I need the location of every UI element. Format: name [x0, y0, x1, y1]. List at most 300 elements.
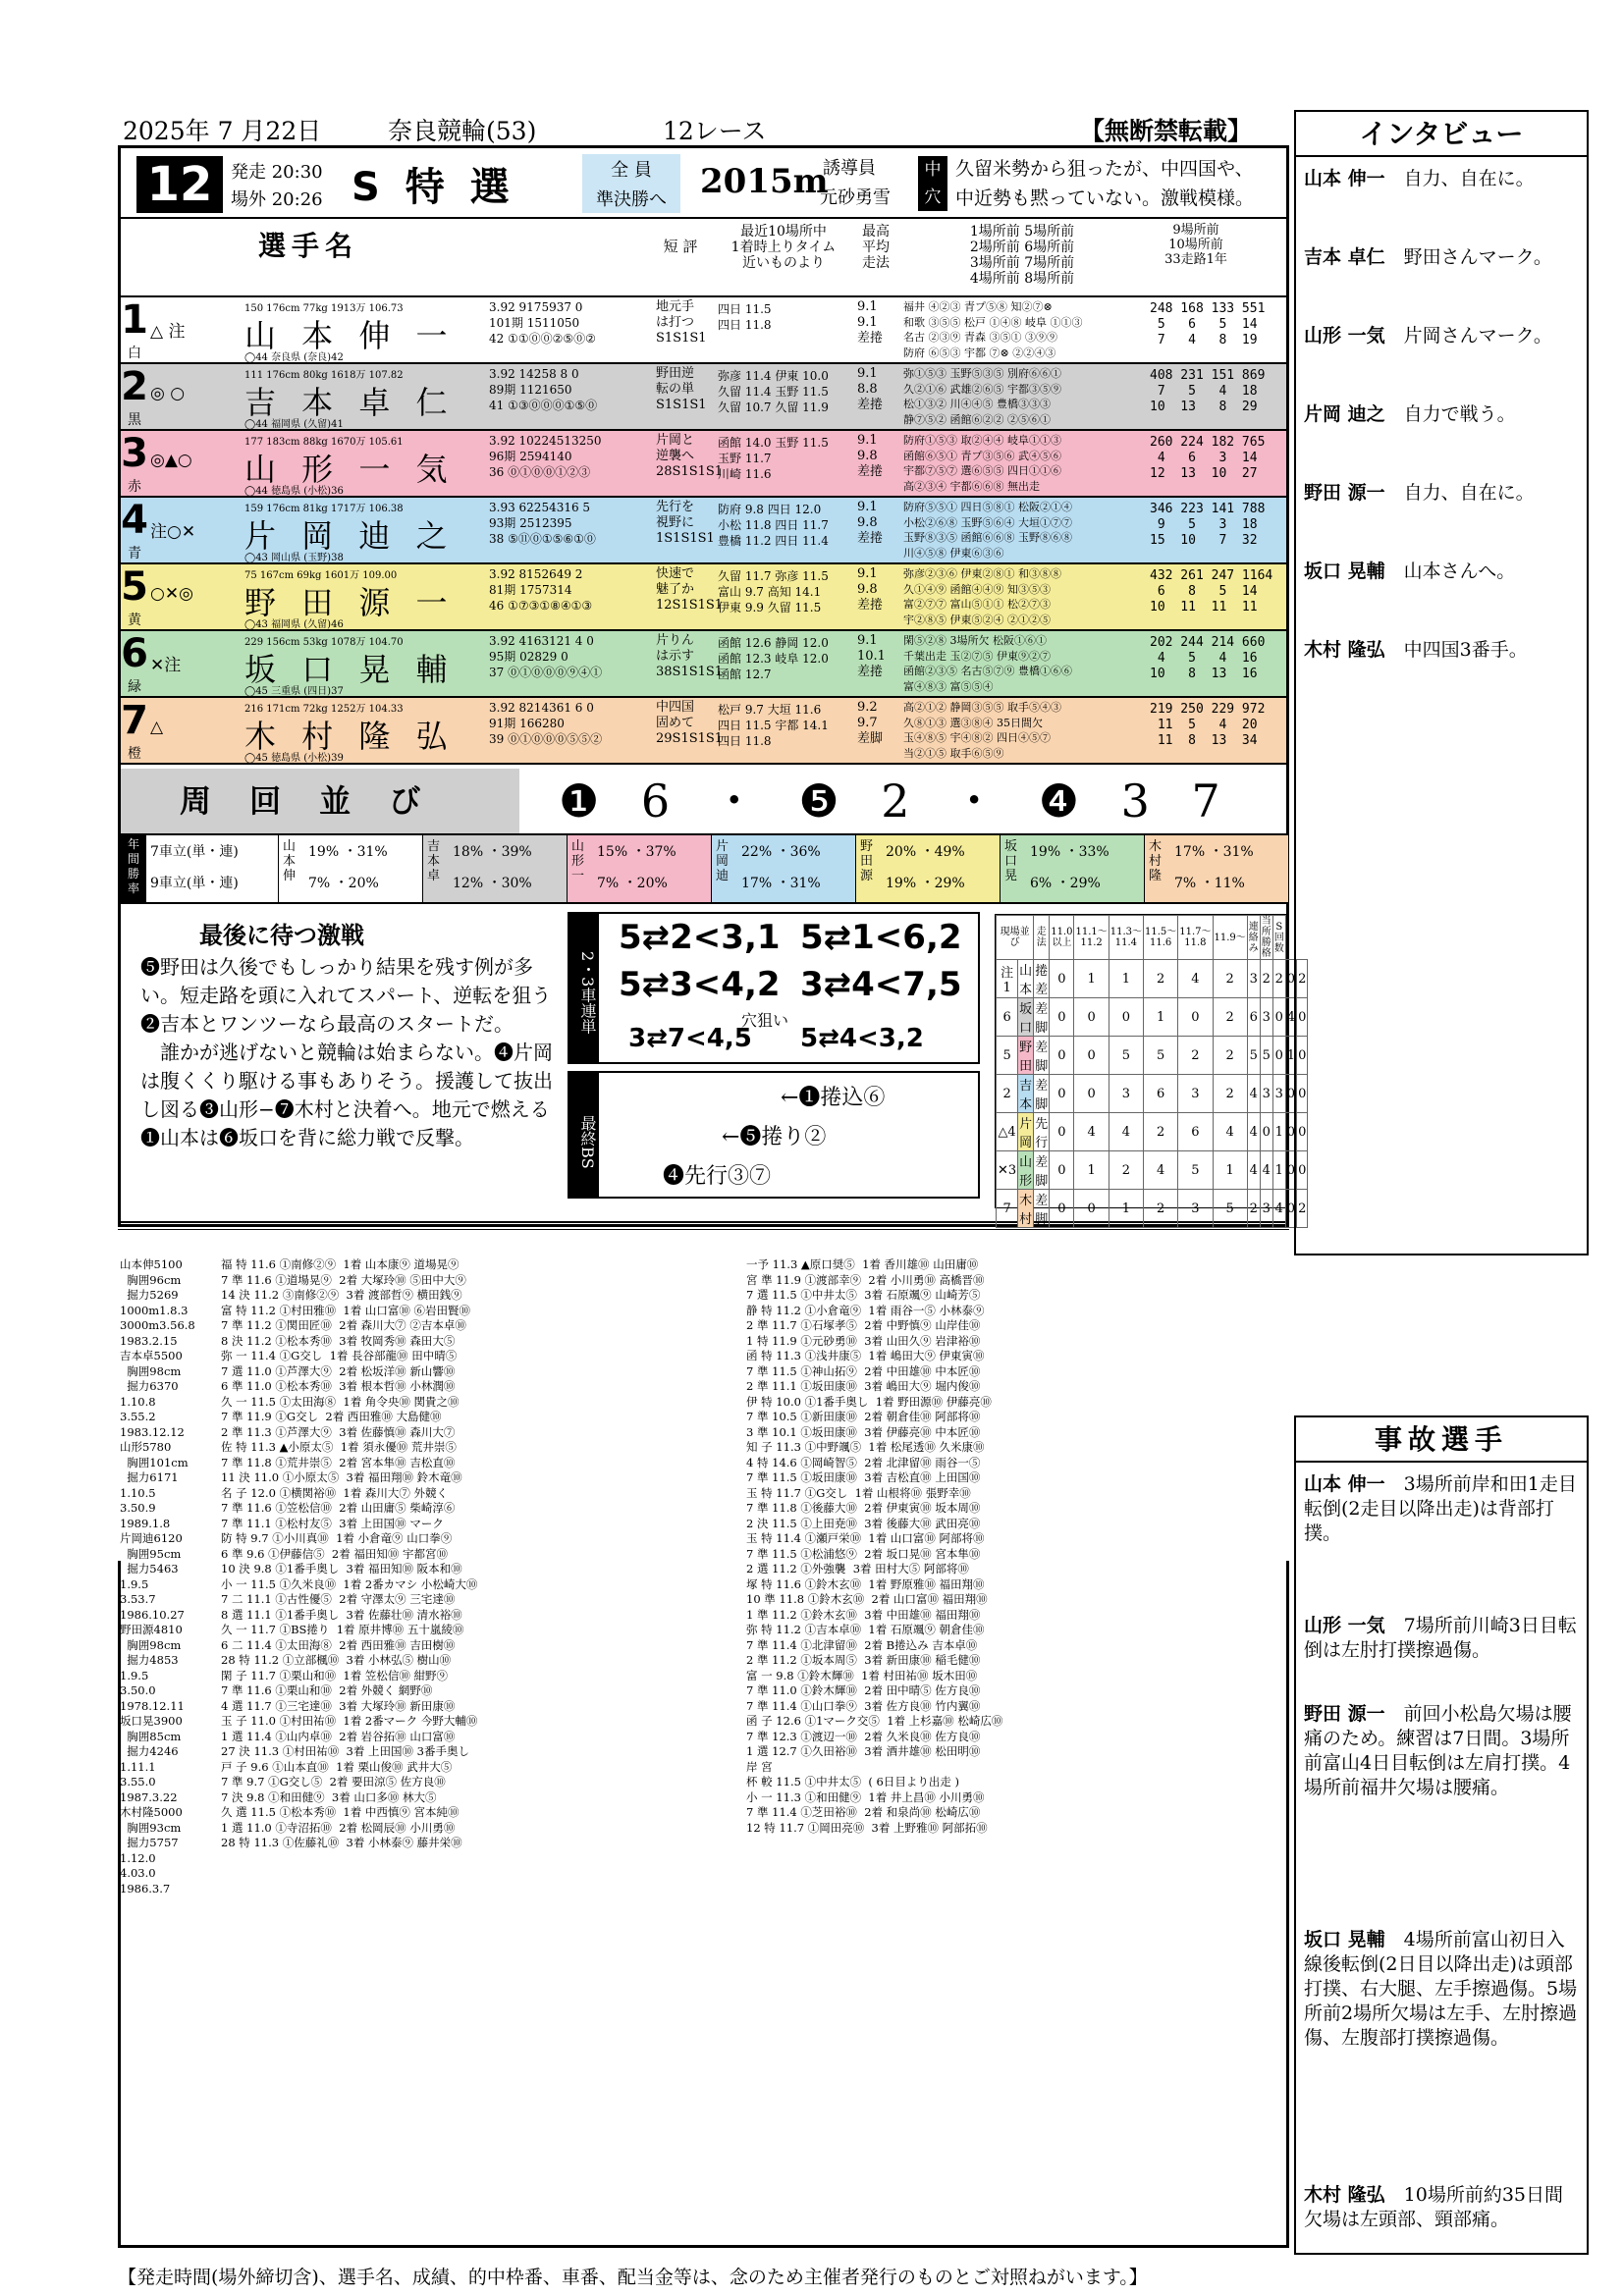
time-table-row: [997, 1037, 1308, 1075]
win-rate-column: [1000, 835, 1144, 902]
time-table-cell: 0: [1285, 1075, 1296, 1113]
interview-comment: 自力で戦う。: [1403, 403, 1516, 425]
rider-stats: 3.92 8214361 6 0 91期 166280 39 ⓪①⓪⓪⓪⑤⑤②: [489, 701, 603, 746]
rider-origin: ◯44 福岡県 (久留)41: [244, 419, 344, 430]
time-table-cell: 4: [1144, 1151, 1178, 1190]
time-table-header-cell: 11.9〜: [1213, 916, 1247, 960]
rider-name: 片 岡 迪 之: [244, 517, 456, 555]
rider-physical: 111 176cm 80kg 1618万 107.82: [244, 370, 404, 381]
recent-results: 弥①⑤③ 玉野⑤③⑤ 別府⑥⑥① 久②①⑥ 武雄②⑥⑤ 宇都③⑤⑨ 松①③② 川④④⑤ 豊橋③③③ 静⑦⑤② 函館⑥②② ②⑤⑥①: [903, 367, 1061, 426]
results-right-column: 一予 11.3 ▲原口奨⑤ 1着 香川雄⑩ 山田庸⑩ 宮 準 11.9 ①渡部幸⑨ 2着 小川勇⑩ 高橋晋⑩ 7 選 11.5 ①中井太⑤ 3着 石原颯⑨ 山崎芳⑤ 静 特 11.2 ①小倉竜⑨ 1着 雨谷一⑤ 小林泰⑨ 2 準 11.7 ①石塚孝⑤ 2着 中野慎⑨ 山岸佳⑩ 1 特 11.9 ①元砂勇⑩ 3着 山田久⑨ 岩津裕⑩ 函 特 11.3 ①浅井康⑤ 1着 嶋田大⑨ 伊東寅⑩ 7 準 11.5 ①神山拓⑨ 2着 中田雄⑩ 中本匠⑩ 2 準 11.1 ①坂田康⑩ 3着 嶋田大⑨ 堀内俊⑩ 伊 特 10.0 ①1番手奥し 1着 野田源⑩ 伊藤亮⑩ 7 準 10.5 ①新田康⑩ 2着 朝倉佳⑩ 阿部将⑩ 3 準 10.1 ①坂田康⑩ 3着 伊藤亮⑩ 中本匠⑩ 知 子 11.3 ①中野颯⑤ 1着 松尾透⑩ 久米康⑩ 4 特 14.6 ①岡崎智⑤ 2着 北津留⑩ 雨谷一⑤ 7 準 11.5 ①坂田康⑩ 3着 吉松直⑩ 上田国⑩ 玉 特 11.7 ①G交し 1着 山根将⑩ 張野幸⑩ 7 準 11.8 ①後藤大⑩ 2着 伊東寅⑩ 坂本周⑩ 2 決 11.5 ①上田尭⑩ 3着 後藤大⑩ 武田亮⑩ 玉 特 11.4 ①瀬戸栄⑩ 1着 山口富⑩ 阿部将⑩ 7 準 11.5 ①松浦悠⑨ 2着 坂口晃⑩ 宮本隼⑩ 2 選 11.2 ①外強襲 3着 田村大⑤ 阿部将⑩ 塚 特 11.6 ①鈴木玄⑩ 1着 野原雅⑩ 福田翔⑩ 10 準 11.8 ①鈴木玄⑩ 2着 山口富⑩ 福田翔⑩ 1 準 11.2 ①鈴木玄⑩ 3着 中田雄⑩ 福田翔⑩ 弥 特 11.2 ①吉本卓⑩ 1着 石原颯⑨ 朝倉佳⑩ 7 準 11.4 ①北津留⑩ 2着 B捲込み 吉本卓⑩ 2 準 11.2 ①坂本周⑤ 3着 新田康⑩ 稲毛健⑩ 富 一 9.8 ①鈴木輝⑩ 1着 村田祐⑩ 坂木田⑩ 7 準 11.0 ①鈴木輝⑩ 2着 田中晴⑤ 佐方良⑩ 7 準 11.4 ①山口拳⑨ 3着 佐方良⑩ 竹内翼⑩ 函 子 12.6 ①1マーク交⑤ 1着 上杉嘉⑩ 松崎広⑩ 7 準 12.3 ①渡辺一⑩ 2着 久米良⑩ 佐方良⑩ 1 選 12.7 ①久田裕⑩ 3着 酒井雄⑩ 松田明⑩ 岸 宮 杯 較 11.5 ①中井太⑤ ( 6日目より出走 ) 小 一 11.3 ①和田健⑨ 1着 井上昌⑩ 小川勇⑩ 7 準 11.4 ①芝田裕⑩ 2着 和泉尚⑩ 松崎広⑩ 12 特 11.7 ①岡田亮⑩ 3着 上野雅⑩ 阿部拓⑩: [746, 1257, 1003, 1835]
time-table-cell: 1: [1144, 998, 1178, 1037]
race-number: 12: [136, 156, 223, 213]
bet-6: 5⇄4<3,2: [800, 1024, 924, 1053]
rider-stats: 3.92 9175937 0 101期 1511050 42 ①①⓪⓪②⑤⓪②: [489, 300, 596, 346]
column-header: [121, 219, 1286, 297]
bet-3: 5⇄3<4,2: [619, 965, 781, 1004]
car-color: 赤: [128, 479, 141, 495]
career-numbers: 248 168 133 551 5 6 5 14 7 4 8 19: [1150, 301, 1266, 347]
col-rider-name: 選手名: [258, 230, 359, 262]
career-numbers: 432 261 247 1164 6 8 5 14 10 11 11 11: [1150, 568, 1273, 614]
time-table-cell: 山本: [1018, 960, 1034, 998]
time-table-cell: 5: [1247, 1037, 1260, 1075]
accident-item: [1304, 1928, 1579, 2051]
win-rate-column: [711, 835, 855, 902]
rider-physical: 150 176cm 77kg 1913万 106.73: [244, 303, 404, 314]
venue-name: 奈良競輪(53): [388, 117, 537, 145]
win-rate-column: [278, 835, 422, 902]
win-rate-rider: 山本伸: [283, 839, 297, 883]
time-table-cell: 0: [1050, 1190, 1074, 1228]
win-rate-7: 17% ・31%: [1174, 844, 1254, 860]
rider-row: [121, 364, 1286, 431]
car-number: 4: [121, 498, 148, 543]
win-rate-column: [1144, 835, 1288, 902]
win-rate-9: 6% ・29%: [1030, 876, 1101, 891]
interview-rider: 木村 隆弘: [1304, 639, 1385, 661]
car-color: 白: [128, 346, 141, 361]
time-table-cell: 1: [1074, 960, 1109, 998]
recent-times: 松戸 9.7 大垣 11.6 四日 11.5 宇都 14.1 四日 11.8: [718, 703, 829, 748]
accident-item: [1304, 1702, 1579, 1800]
time-table-row: [997, 1190, 1308, 1228]
prediction-marks: 注○✕: [150, 522, 196, 542]
best-average: 9.1 9.1 差捲: [857, 299, 884, 346]
time-table-header-cell: 当所勝格: [1261, 916, 1271, 959]
start-time: 発走 20:30: [231, 162, 323, 183]
prediction-marks: △: [150, 718, 164, 737]
time-table-cell: 1: [1109, 960, 1143, 998]
time-table-cell: 5: [1109, 1037, 1143, 1075]
rider-stats: 3.93 62254316 5 93期 2512395 38 ⑤⑪⓪①⑤⑥①⓪: [489, 501, 596, 546]
rider-stats: 3.92 14258 8 0 89期 1121650 41 ①③⓪⓪⓪①⑤⓪: [489, 367, 598, 412]
rider-origin: ◯43 福岡県 (久留)46: [244, 619, 344, 630]
time-table-cell: 山形: [1018, 1151, 1034, 1190]
race-card: [118, 145, 1307, 1227]
time-table-cell: 2: [997, 1075, 1018, 1113]
win-rate-row2-label: 9車立(単・連): [150, 876, 239, 891]
race-preview: [121, 904, 1307, 1227]
win-rate-row1-label: 7車立(単・連): [150, 844, 239, 860]
time-table-header-cell: 11.5〜11.6: [1144, 916, 1178, 960]
win-rate-9: 7% ・20%: [597, 876, 668, 891]
best-average: 9.1 9.8 差捲: [857, 566, 884, 613]
time-table-cell: 注1: [997, 960, 1018, 998]
final-backstretch-box: [568, 1071, 980, 1199]
time-table-cell: 3: [1260, 1075, 1272, 1113]
win-rate-rider: 木村隆: [1149, 839, 1163, 883]
time-table-cell: 0: [1272, 998, 1285, 1037]
time-table-cell: 3: [1109, 1075, 1143, 1113]
race-comment-1: 久留米勢から狙ったが、中四国や、: [955, 158, 1254, 180]
prediction-marks: ◎▲○: [150, 451, 192, 470]
rider-number: [121, 498, 148, 564]
time-table-cell: 0: [1297, 1037, 1308, 1075]
time-table-cell: 4: [1247, 1151, 1260, 1190]
time-table-cell: 0: [1074, 1190, 1109, 1228]
no-reprint-notice: 【無断禁転載】: [1080, 117, 1253, 145]
time-table-cell: 5: [1144, 1037, 1178, 1075]
short-comment: 片りん は示す 38S1S1S1: [656, 633, 724, 679]
win-rate-column: [422, 835, 567, 902]
race-distance: 2015m: [700, 162, 829, 201]
results-left-column: 福 特 11.6 ①南修②⑨ 1着 山本康⑨ 道場晃⑨ 7 準 11.6 ①道場晃⑨ 2着 大塚玲⑩ ⑤田中大⑨ 14 決 11.2 ③南修②⑨ 3着 渡部哲⑨ 横田銭⑨ 富 特 11.2 ①村田雅⑩ 1着 山口富⑩ ⑥岩田賢⑩ 7 準 11.2 ①関田匠⑩ 2着 森川大⑦ ②吉本卓⑩ 8 決 11.2 ①松本秀⑩ 3着 牧岡秀⑩ 森田大⑤ 弥 一 11.4 ①G交し 1着 長谷部龍⑩ 田中晴⑤ 7 選 11.0 ①芦澤大⑨ 2着 松坂洋⑩ 新山響⑩ 6 準 11.0 ①松本秀⑩ 3着 根本哲⑩ 小林潤⑩ 久 一 11.5 ①太田海⑧ 1着 角令央⑩ 関貴之⑩ 7 準 11.9 ①G交し 2着 西田雅⑩ 大島健⑩ 2 準 11.3 ①芦澤大⑨ 3着 佐藤慎⑩ 森川大⑦ 佐 特 11.3 ▲小原太⑤ 1着 須永優⑩ 荒井崇⑤ 7 準 11.8 ①荒井崇⑤ 2着 宮本隼⑩ 吉松直⑩ 11 決 11.0 ①小原太⑤ 3着 福田翔⑩ 鈴木竜⑩ 名 子 12.0 ①横関裕⑩ 1着 森川大⑦ 外競く 7 準 11.6 ①笠松信⑩ 2着 山田庸⑤ 柴崎淳⑥ 7 準 11.1 ①松村友⑤ 3着 上田国⑩ マーク 防 特 9.7 ①小川真⑩ 1着 小倉竜⑨ 山口拳⑨ 6 準 9.6 ①伊藤信⑤ 2着 福田知⑩ 宇都宮⑩ 10 決 9.8 ①1番手奥し 3着 福田知⑩ 阪本和⑩ 小 一 11.5 ①久米良⑩ 1着 2番カマシ 小松崎大⑩ 7 二 11.1 ①古性優⑤ 2着 守澤太⑨ 三宅達⑩ 8 選 11.1 ①1番手奥し 3着 佐藤壮⑩ 清水裕⑩ 久 一 11.7 ①BS捲り 1着 原井博⑩ 五十嵐綾⑩ 6 二 11.4 ①太田海⑧ 2着 西田雅⑩ 吉田樹⑩ 28 特 11.2 ①立部楓⑩ 3着 小林弘⑤ 樹山⑩ 閑 子 11.7 ①栗山和⑩ 1着 笠松信⑩ 紺野⑨ 7 準 11.6 ①栗山和⑩ 2着 外競く 網野⑩ 4 選 11.7 ①三宅達⑩ 3着 大塚玲⑩ 新田康⑩ 玉 子 11.0 ①村田祐⑩ 1着 2番マーク 今野大輔⑩ 1 選 11.4 ①山内卓⑩ 2着 岩谷拓⑩ 山口富⑩ 27 決 11.3 ①村田祐⑩ 3着 上田国⑩ 3番手奥し 戸 子 9.6 ①山本直⑩ 1着 栗山俊⑩ 武井大⑤ 7 準 9.7 ①G交し⑤ 2着 要田涼⑤ 佐方良⑩ 7 決 9.8 ①和田健⑨ 3着 山口多⑩ 林大⑤ 久 選 11.5 ①松本秀⑩ 1着 中西慎⑨ 宮本純⑩ 1 選 11.0 ①寺沼拓⑩ 2着 松岡辰⑩ 小川勇⑩ 28 特 11.3 ①佐藤礼⑩ 3着 小林泰⑨ 藤井栄⑩: [221, 1257, 478, 1849]
career-numbers: 346 223 141 788 9 5 3 18 15 10 7 32: [1150, 502, 1266, 548]
time-table-cell: 0: [1050, 1151, 1074, 1190]
time-table-cell: 2: [1213, 1075, 1247, 1113]
time-distribution-table: [995, 914, 1307, 1227]
time-table-cell: 5: [997, 1037, 1018, 1075]
time-table-header-cell: 11.3〜11.4: [1109, 916, 1143, 960]
rider-name: 山 本 伸 一: [244, 317, 456, 354]
win-rate-9: 7% ・11%: [1174, 876, 1245, 891]
car-number: 6: [121, 631, 148, 676]
recent-times: 弥彦 11.4 伊東 10.0 久留 11.4 玉野 11.5 久留 10.7 久留 11.9: [718, 369, 829, 414]
time-table-cell: 1: [1272, 1151, 1285, 1190]
recent-results: 福井 ④②③ 青プ⑤⑧ 知②⑦⊗ 和歌 ③⑤⑤ 松戸 ①④⑧ 岐阜 ①①③ 名古 ②③⑨ 青森 ③⑤① ③⑨⑨ 防府 ⑥⑤③ 宇都 ⑦⊗ ②②④③: [903, 300, 1083, 359]
rider-number: [121, 297, 148, 364]
interview-item: [1304, 638, 1579, 663]
rider-origin: ◯45 三重県 (四日)37: [244, 686, 344, 697]
time-table-cell: 0: [1178, 998, 1213, 1037]
time-table-cell: 差脚: [1034, 1037, 1050, 1075]
time-table-cell: 3: [1260, 1190, 1272, 1228]
time-table-cell: 4: [1109, 1113, 1143, 1151]
rider-physical: 216 171cm 72kg 1252万 104.33: [244, 704, 404, 715]
rider-row: [121, 631, 1286, 698]
rider-row: [121, 431, 1286, 498]
time-table-cell: 3: [1272, 1075, 1285, 1113]
time-table-cell: 4: [1178, 960, 1213, 998]
car-number: 7: [121, 698, 148, 743]
time-table-cell: 0: [1285, 960, 1296, 998]
interview-rider: 山本 伸一: [1304, 168, 1385, 189]
preview-title: 最後に待つ激戦: [199, 922, 364, 949]
win-rate-7: 19% ・33%: [1030, 844, 1109, 860]
time-table-cell: 0: [1050, 1075, 1074, 1113]
interview-comment: 自力、自在に。: [1403, 482, 1535, 504]
time-table-cell: 差脚: [1034, 1075, 1050, 1113]
car-number: 5: [121, 564, 148, 610]
rider-name: 木 村 隆 弘: [244, 718, 456, 755]
car-color: 黒: [128, 412, 141, 428]
footer-notice: 【発走時間(場外締切含)、選手名、成績、的中枠番、車番、配当金等は、念のため主催者発行のものとご対照ねがいます。】: [118, 2267, 1148, 2288]
win-rate-9: 12% ・30%: [453, 876, 532, 891]
interview-comment: 中四国3番手。: [1403, 639, 1528, 661]
bet-1: 5⇄2<3,1: [619, 918, 781, 957]
time-table-cell: 0: [1297, 998, 1308, 1037]
interview-rider: 山形 一気: [1304, 325, 1385, 347]
time-table-header-cell: 走法: [1034, 916, 1050, 960]
time-table-cell: 1: [1272, 1113, 1285, 1151]
time-table-cell: 先行: [1034, 1113, 1050, 1151]
time-table-cell: 野田: [1018, 1037, 1034, 1075]
rider-origin: ◯44 徳島県 (小松)36: [244, 486, 344, 497]
recent-results: 防府⑤⑤① 四日⑤⑧① 松阪②①④ 小松②⑥⑧ 玉野⑤⑥④ 大垣①⑦⑦ 玉野⑧③⑤ 函館⑥⑥⑧ 玉野⑧⑥⑧ 川④⑤⑧ 伊東⑥③⑥: [903, 501, 1072, 560]
interview-rider: 坂口 晃輔: [1304, 561, 1385, 582]
accident-title: 事故選手: [1296, 1417, 1587, 1463]
time-table-cell: 2: [1297, 960, 1308, 998]
win-rate-column: [855, 835, 1000, 902]
bet-5: 3⇄7<4,5: [628, 1024, 752, 1053]
interview-comment: 片岡さんマーク。: [1403, 325, 1552, 347]
time-table-cell: 2: [1109, 1151, 1143, 1190]
time-table-cell: 0: [1050, 960, 1074, 998]
time-table-cell: △4: [997, 1113, 1018, 1151]
lap-order: [121, 769, 1286, 835]
time-table-cell: 3: [1178, 1190, 1213, 1228]
time-table-cell: 6: [997, 998, 1018, 1037]
interview-rider: 野田 源一: [1304, 482, 1385, 504]
guide-name: 元砂勇雪: [820, 187, 891, 208]
guide-label: 誘導員: [823, 158, 876, 179]
win-rate-table: [121, 835, 1286, 904]
recent-results: 防府①⑤③ 取②④④ 岐阜①①③ 函館⑥⑤① 青プ③⑤⑥ 武④⑤⑥ 宇都⑦⑤⑦ 選⑥⑤⑤ 四日①①⑥ 高②③④ 宇都⑥⑥⑧ 無出走: [903, 434, 1061, 493]
interview-item: [1304, 481, 1579, 506]
time-table-cell: 木村: [1018, 1190, 1034, 1228]
time-table-cell: 0: [1050, 1037, 1074, 1075]
col-best: 最高 平均 走法: [862, 224, 890, 272]
time-table-cell: 7: [997, 1190, 1018, 1228]
career-numbers: 260 224 182 765 4 6 3 14 12 13 10 27: [1150, 435, 1266, 481]
accident-detail: 7場所前川崎3日目転倒は左肘打撲擦過傷。: [1304, 1615, 1577, 1661]
time-table-cell: 3: [1178, 1075, 1213, 1113]
col-recent-times: 最近10場所中 1着時上りタイム 近いものより: [730, 224, 837, 272]
time-table-cell: 1: [1109, 1190, 1143, 1228]
recent-times: 久留 11.7 弥彦 11.5 富山 9.7 高知 14.1 伊東 9.9 久留 11.5: [718, 569, 829, 614]
time-table-cell: 6: [1247, 998, 1260, 1037]
best-average: 9.2 9.7 差脚: [857, 700, 884, 746]
rider-number: [121, 364, 148, 431]
win-rate-9: 17% ・31%: [741, 876, 821, 891]
time-table-cell: 5: [1260, 1037, 1272, 1075]
car-color: 橙: [128, 746, 141, 762]
rider-row: [121, 564, 1286, 631]
interview-title: インタビュー: [1296, 112, 1587, 157]
time-table-cell: 0: [1297, 1113, 1308, 1151]
win-rate-side-label: 年 間 勝 率: [121, 835, 146, 902]
interview-comment: 自力、自在に。: [1403, 168, 1535, 189]
career-numbers: 219 250 229 972 11 5 4 20 11 8 13 34: [1150, 702, 1266, 748]
accident-detail: 10場所前約35日間欠場は左頭部、頸部痛。: [1304, 2184, 1563, 2230]
time-table-cell: 2: [1213, 960, 1247, 998]
time-table-header-cell: 現場並び: [997, 916, 1034, 960]
time-table-cell: 2: [1144, 1190, 1178, 1228]
recent-times: 函館 12.6 静岡 12.0 函館 12.3 岐阜 12.0 函館 12.7: [718, 636, 829, 681]
time-table-cell: 0: [1285, 1151, 1296, 1190]
interview-item: [1304, 560, 1579, 584]
time-table-cell: 0: [1297, 1075, 1308, 1113]
short-comment: 中四国 固めて 29S1S1S1: [656, 700, 724, 746]
rider-profiles: 山本伸5100 胸囲96cm 掘力5269 1000m1.8.3 3000m3.56.8 1983.2.15 吉本卓5500 胸囲98cm 掘力6370 1.10.8 3.55.2 1983.12.12 山形5780 胸囲101cm 掘力6171 1.10.5 3.50.9 1989.1.8 片岡迪6120 胸囲95cm 掘力5463 1.9.5 3.53.7 1986.10.27 野田源4810 胸囲98cm 掘力4853 1.9.5 3.50.0 1978.12.11 坂口晃3900 胸囲85cm 掘力4246 1.11.1 3.55.0 1987.3.22 木村隆5000 胸囲93cm 掘力5757 1.12.0 4.03.0 1986.3.7: [120, 1257, 195, 1896]
interview-item: [1304, 402, 1579, 427]
lap-order-value: ❶ 6 ・ ❺ 2 ・ ❹ 3 7: [559, 774, 1234, 828]
time-table-cell: 6: [1144, 1075, 1178, 1113]
interview-rider: 片岡 迪之: [1304, 403, 1385, 425]
longshot-label: 穴狙い: [741, 1011, 789, 1030]
time-table-cell: 2: [1297, 1190, 1308, 1228]
best-average: 9.1 9.8 差捲: [857, 433, 884, 479]
rider-origin: ◯45 徳島県 (小松)39: [244, 753, 344, 764]
best-average: 9.1 9.8 差捲: [857, 500, 884, 546]
win-rate-rider: 野田源: [860, 839, 874, 883]
short-comment: 先行を 視野に 1S1S1S1: [656, 500, 715, 546]
time-table-cell: 0: [1050, 1113, 1074, 1151]
time-table-cell: 0: [1109, 998, 1143, 1037]
short-comment: 快速で 魅了か 12S1S1S1: [656, 566, 724, 613]
accident-item: [1304, 2183, 1579, 2232]
car-number: 1: [121, 297, 148, 343]
recent-results: 閑⑤②⑧ 3場所欠 松阪①⑥① 千葉出走 玉②⑦⑤ 伊東⑨②⑦ 函館②③⑤ 名古⑤⑦⑨ 豊橋①⑥⑥ 富④⑧③ 富⑤⑤④: [903, 634, 1072, 693]
time-table-cell: 捲差: [1034, 960, 1050, 998]
rider-number: [121, 564, 148, 631]
past-results: [118, 1229, 1289, 1896]
best-average: 9.1 8.8 差捲: [857, 366, 884, 412]
short-comment: 地元手 は打つ S1S1S1: [656, 299, 707, 346]
lap-order-label: 周 回 並 び: [121, 769, 519, 833]
rider-name: 野 田 源 一: [244, 584, 456, 621]
bet-prediction-box: [568, 912, 980, 1064]
race-heading: [121, 148, 1286, 219]
race-date: 2025年 7 月22日: [123, 117, 322, 145]
time-table-cell: 4: [1247, 1113, 1260, 1151]
best-average: 9.1 10.1 差捲: [857, 633, 886, 679]
rider-origin: ◯44 奈良県 (奈良)42: [244, 352, 344, 363]
rider-number: [121, 698, 148, 765]
time-table-cell: 0: [1050, 998, 1074, 1037]
time-table-row: [997, 998, 1308, 1037]
time-table-cell: 0: [1285, 1113, 1296, 1151]
time-table-cell: 1: [1213, 1151, 1247, 1190]
rider-stats: 3.92 8152649 2 81期 1757314 46 ①⑦③①⑧④①③: [489, 567, 593, 613]
accident-rider: 木村 隆弘: [1304, 2184, 1385, 2206]
race-grade: S 特 選: [352, 165, 515, 210]
rider-name: 吉 本 卓 仁: [244, 384, 456, 421]
time-table-cell: 2: [1213, 998, 1247, 1037]
win-rate-9: 19% ・29%: [886, 876, 965, 891]
time-table-cell: 4: [1074, 1113, 1109, 1151]
time-table-row: [997, 1075, 1308, 1113]
accident-item: [1304, 1614, 1579, 1663]
win-rate-7: 20% ・49%: [886, 844, 965, 860]
rider-physical: 75 167cm 69kg 1601万 109.00: [244, 570, 398, 581]
time-table-row: [997, 1151, 1308, 1190]
rider-name: 坂 口 晃 輔: [244, 651, 456, 688]
bet-4: 3⇄4<7,5: [800, 965, 962, 1004]
race-comment-2: 中近勢も黙っていない。激戦模様。: [955, 187, 1255, 209]
time-table-cell: 0: [1260, 1113, 1272, 1151]
accident-rider: 山本 伸一: [1304, 1473, 1385, 1495]
time-table-row: [997, 960, 1308, 998]
accident-rider: 坂口 晃輔: [1304, 1929, 1385, 1950]
page-header: [123, 110, 1286, 149]
short-comment: 片岡と 逆襲へ 28S1S1S1: [656, 433, 724, 479]
time-table-cell: ✕3: [997, 1151, 1018, 1190]
car-number: 3: [121, 431, 148, 476]
race-tag: 中穴: [918, 156, 947, 211]
race-label: 12レース: [663, 117, 767, 145]
time-table-cell: 1: [1074, 1151, 1109, 1190]
win-rate-column: [567, 835, 711, 902]
time-table-cell: 差脚: [1034, 1190, 1050, 1228]
time-table-body: [997, 960, 1308, 1228]
time-table-cell: 0: [1074, 998, 1109, 1037]
rider-stats: 3.92 4163121 4 0 95期 02829 0 37 ⓪①⓪⓪⓪⑨④①: [489, 634, 603, 679]
accident-item: [1304, 1472, 1579, 1546]
race-advance: 準決勝へ: [582, 184, 680, 213]
time-table-cell: 0: [1285, 1190, 1296, 1228]
win-rate-rider: 吉本卓: [427, 839, 441, 883]
time-table-cell: 0: [1074, 1075, 1109, 1113]
interview-comment: 野田さんマーク。: [1403, 246, 1552, 268]
win-rate-rider: 片岡迪: [716, 839, 730, 883]
time-table-cell: 0: [1272, 1037, 1285, 1075]
offsite-time: 場外 20:26: [231, 189, 323, 210]
time-table-cell: 2: [1144, 1113, 1178, 1151]
time-table-cell: 2: [1144, 960, 1178, 998]
time-table-cell: 4: [1272, 1190, 1285, 1228]
results-blank-area: [118, 1561, 1289, 2248]
interview-item: [1304, 245, 1579, 270]
interview-panel: [1294, 110, 1589, 1255]
career-numbers: 202 244 214 660 4 5 4 16 10 8 13 16: [1150, 635, 1266, 681]
time-table-cell: 4: [1213, 1113, 1247, 1151]
time-table-cell: 差脚: [1034, 998, 1050, 1037]
rider-name: 山 形 一 気: [244, 451, 456, 488]
short-comment: 野田逆 転の単 S1S1S1: [656, 366, 707, 412]
win-rate-rider: 山形一: [571, 839, 585, 883]
time-table-cell: 3: [1247, 960, 1260, 998]
car-number: 2: [121, 364, 148, 409]
interview-rider: 吉本 卓仁: [1304, 246, 1385, 268]
rider-stats: 3.92 10224513250 96期 2594140 36 ⓪①⓪⓪①②③: [489, 434, 602, 479]
time-table-header-cell: 11.0以上: [1050, 916, 1074, 960]
rider-physical: 159 176cm 81kg 1717万 106.38: [244, 504, 404, 514]
bet-2: 5⇄1<6,2: [800, 918, 962, 957]
time-table-cell: 4: [1260, 1151, 1272, 1190]
prediction-marks: ◎ ○: [150, 384, 186, 403]
interview-item: [1304, 167, 1579, 191]
rider-row: [121, 698, 1286, 765]
recent-results: 弥彦②③⑥ 伊東②⑧① 和③⑧⑧ 久①④⑨ 函館④④⑨ 知③⑤③ 富②⑦⑦ 富山⑤①① 松②⑦③ 宇②⑧⑤ 伊東⑤②④ ②①②⑤: [903, 567, 1061, 626]
col-short-comment: 短 評: [663, 238, 698, 255]
col-recent-results: 1場所前 5場所前 2場所前 6場所前 3場所前 7場所前 4場所前 8場所前: [969, 224, 1075, 288]
recent-times: 防府 9.8 四日 12.0 小松 11.8 四日 11.7 豊橋 11.2 四日 11.4: [718, 503, 829, 548]
time-table-row: [997, 1113, 1308, 1151]
rider-physical: 177 183cm 88kg 1670万 105.61: [244, 437, 404, 448]
time-table-cell: 坂口: [1018, 998, 1034, 1037]
win-rate-7: 19% ・31%: [308, 844, 388, 860]
win-rate-rider: 坂口晃: [1004, 839, 1018, 883]
interview-comment: 山本さんへ。: [1403, 561, 1516, 582]
recent-times: 四日 11.5 四日 11.8: [718, 302, 772, 332]
time-table-cell: 0: [1297, 1151, 1308, 1190]
time-table-cell: 4: [1247, 1075, 1260, 1113]
rider-physical: 229 156cm 53kg 1078万 104.70: [244, 637, 404, 648]
time-table-cell: 1: [1285, 1037, 1296, 1075]
time-table-cell: 0: [1074, 1037, 1109, 1075]
time-table-header-cell: 連絡み: [1247, 916, 1260, 960]
time-table-cell: 5: [1213, 1190, 1247, 1228]
time-table-cell: 2: [1272, 960, 1285, 998]
time-table-cell: 差脚: [1034, 1151, 1050, 1190]
bet-type-label: 2・3車連単: [569, 914, 599, 1062]
rider-row: [121, 498, 1286, 564]
time-table-header-cell: 11.1〜11.2: [1074, 916, 1109, 960]
bs-line-3: ❹先行③⑦: [663, 1164, 772, 1189]
rider-row: [121, 297, 1286, 364]
bs-line-1: ←❶捲込⑥: [781, 1086, 886, 1110]
